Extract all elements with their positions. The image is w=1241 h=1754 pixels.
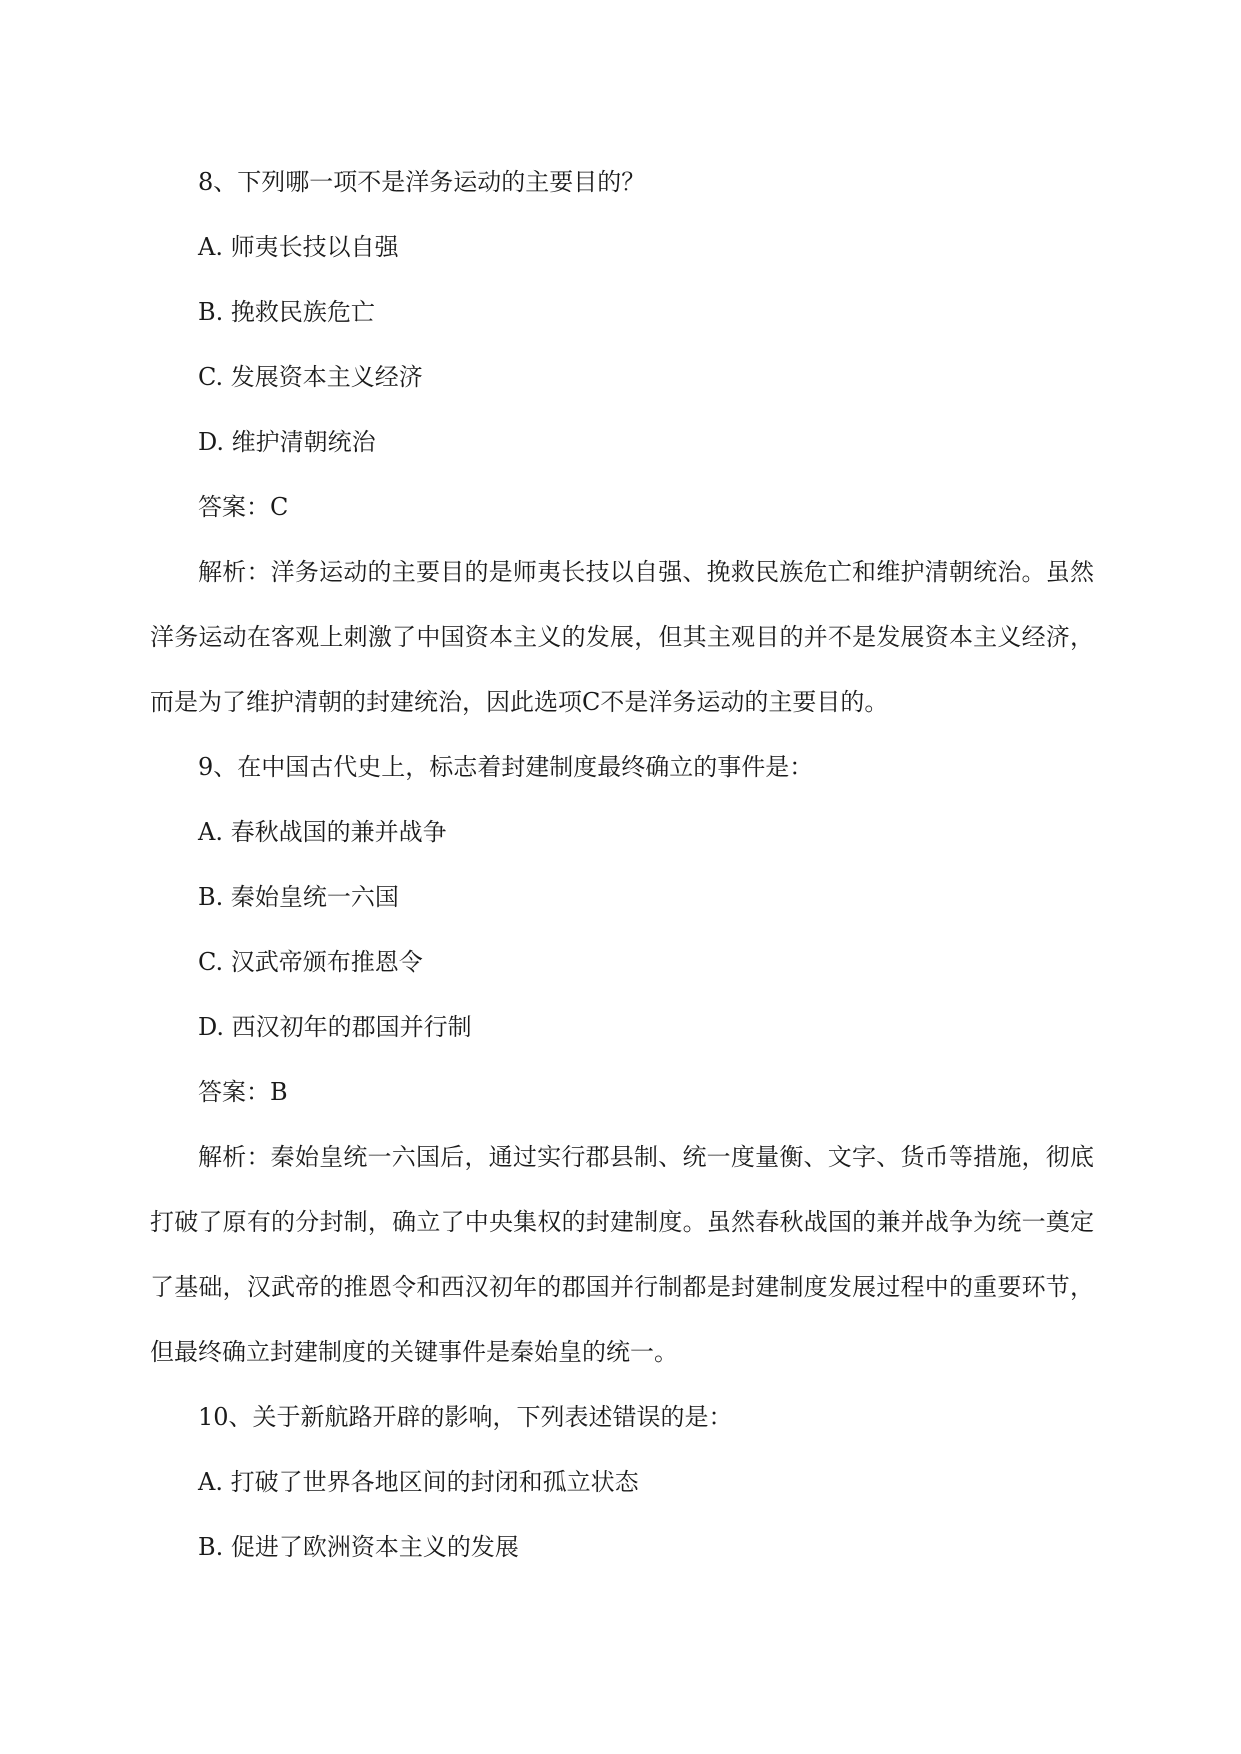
page-content — [150, 150, 1094, 1580]
option-b: B. 秦始皇统一六国 — [198, 883, 399, 911]
option-a: A. 师夷长技以自强 — [198, 233, 399, 261]
question-stem: 9、在中国古代史上，标志着封建制度最终确立的事件是： — [198, 753, 814, 781]
question-10 — [150, 1385, 1094, 1580]
option-b: B. 促进了欧洲资本主义的发展 — [198, 1533, 519, 1561]
question-8 — [150, 150, 1094, 735]
option-c: C. 汉武帝颁布推恩令 — [198, 948, 423, 976]
analysis: 解析：秦始皇统一六国后，通过实行郡县制、统一度量衡、文字、货币等措施，彻底打破了原有的分封制，确立了中央集权的封建制度。虽然春秋战国的兼并战争为统一奠定了基础，汉武帝的推恩令和西汉初年的郡国并行制都是封建制度发展过程中的重要环节，但最终确立封建制度的关键事件是秦始皇的统一。 — [150, 1143, 1094, 1366]
option-d: D. 维护清朝统治 — [198, 428, 376, 456]
answer: 答案：B — [198, 1078, 288, 1106]
option-c: C. 发展资本主义经济 — [198, 363, 423, 391]
answer: 答案：C — [198, 493, 289, 521]
option-a: A. 春秋战国的兼并战争 — [198, 818, 447, 846]
analysis: 解析：洋务运动的主要目的是师夷长技以自强、挽救民族危亡和维护清朝统治。虽然洋务运动在客观上刺激了中国资本主义的发展，但其主观目的并不是发展资本主义经济，而是为了维护清朝的封建统治，因此选项C不是洋务运动的主要目的。 — [150, 558, 1094, 716]
option-a: A. 打破了世界各地区间的封闭和孤立状态 — [198, 1468, 639, 1496]
option-d: D. 西汉初年的郡国并行制 — [198, 1013, 472, 1041]
question-stem: 8、下列哪一项不是洋务运动的主要目的？ — [198, 168, 646, 196]
question-stem: 10、关于新航路开辟的影响，下列表述错误的是： — [198, 1403, 733, 1431]
option-b: B. 挽救民族危亡 — [198, 298, 375, 326]
question-9 — [150, 735, 1094, 1385]
